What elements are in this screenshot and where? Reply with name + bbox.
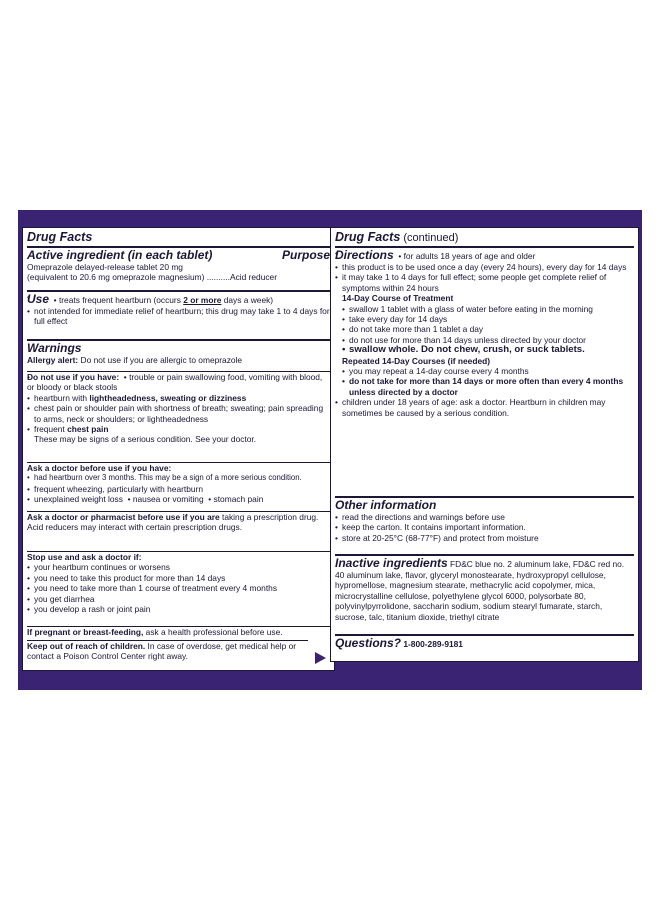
- course-heading: 14-Day Course of Treatment: [342, 293, 454, 304]
- ask-doctor-label: Ask a doctor before use if you have:: [27, 463, 172, 473]
- package-back-panel: [18, 210, 642, 690]
- use-heading: Use: [27, 292, 50, 306]
- drug-facts-header: [27, 230, 330, 244]
- do-not-use-note: These may be signs of a serious condition. See your doctor.: [34, 434, 257, 445]
- do-not-use-label: Do not use if you have:: [27, 372, 120, 382]
- use-bullet-2: • not intended for immediate relief of heartburn; this drug may take 1 to 4 days for full effect: [27, 306, 330, 327]
- use-section: • Use • treats frequent heartburn (occurs 2 or more days a week) • not intended for immediate relief of heartburn; this drug may take 1 to 4 days for full effect: [27, 290, 330, 327]
- pregnancy-section: If pregnant or breast-feeding, ask a health professional before use.: [27, 626, 330, 637]
- warnings-section: [27, 339, 330, 365]
- allergy-alert: Allergy alert: Do not use if you are allergic to omeprazole: [27, 355, 243, 365]
- ask-pharmacist-label: Ask a doctor or pharmacist before use if you are: [27, 512, 220, 522]
- inactive-ingredients-section: Inactive ingredients FD&C blue no. 2 aluminum lake, FD&C red no. 40 aluminum lake, flavor, glyceryl monostearate, hydroxypropyl cellulose, hypromellose, magnesium stearate, methacrylic acid copolymer, mica, microcrystalline cellulose, polyethylene glycol 6000, polysorbate 80, polyvinylpyrrolidone, saccharin sodium, sodium stearyl fumarate, starch, sucrose, talc, titanium dioxide, triethyl citrate: [335, 554, 634, 622]
- directions-heading: Directions: [335, 248, 394, 262]
- drug-facts-title: Drug Facts: [27, 230, 93, 244]
- questions-heading: Questions?: [335, 636, 402, 650]
- active-line-1: Omeprazole delayed-release tablet 20 mg: [27, 262, 183, 272]
- other-information-heading: Other information: [335, 498, 437, 512]
- purpose-value: Acid reducer: [229, 272, 277, 283]
- stop-use-section: Stop use and ask a doctor if: • your heartburn continues or worsens • you need to take this product for more than 14 days • you need to take more than 1 course of treatment every 4 months • you get diarrhea • you develop a rash or joint pain: [27, 551, 330, 614]
- continue-arrow-icon: [315, 652, 326, 664]
- continued-header: Drug Facts (continued): [335, 230, 459, 244]
- other-information-section: Other information • read the directions and warnings before use • keep the carton. It contains important information. • store at 20-25°C (68-77°F) and protect from moisture: [335, 496, 634, 543]
- stop-use-label: Stop use and ask a doctor if:: [27, 552, 142, 562]
- repeat-heading: Repeated 14-Day Courses (if needed): [342, 355, 491, 366]
- drug-facts-continued-title: Drug Facts: [335, 230, 401, 244]
- directions-section: • Directions • for adults 18 years of age and older • this product is to be used once a day (every 24 hours), every day for 14 days • it may take 1 to 4 days for full effect; some people get complete relief of symptoms within 24 hours 14-Day Course of Treatment • swallow 1 tablet with a glass of water before eating in the morning • take every day for 14 days • do not take more than 1 tablet a day • do not use for more than 14 days unless directed by your doctor • swallow whole. Do not chew, crush, or suck tablets. Repeated 14-Day Courses (if needed) • you may repeat a 14-day course every 4 months • do not take for more than 14 days or more often than every 4 months unless directed by a doctor • children under 18 years of age: ask a doctor. Heartburn in children may sometimes be caused by a serious condition.: [335, 246, 634, 418]
- drug-facts-panel: [22, 227, 335, 671]
- phone-number: 1-800-289-9181: [401, 639, 463, 649]
- active-ingredient-heading: Active ingredient (in each tablet): [27, 248, 213, 262]
- purpose-heading: Purpose: [281, 248, 330, 262]
- active-line-2: (equivalent to 20.6 mg omeprazole magnesium) ..........Acid reducer: [27, 272, 277, 283]
- drug-facts-continued-panel: [330, 227, 639, 662]
- inactive-ingredients-heading: Inactive ingredients: [335, 556, 448, 570]
- questions-section: [335, 634, 634, 650]
- warnings-heading: Warnings: [27, 341, 82, 355]
- keep-out-section: Keep out of reach of children. In case of overdose, get medical help or contact a Poison Control Center right away.: [27, 640, 308, 662]
- active-ingredient-section: [27, 246, 330, 283]
- ask-pharmacist-section: Ask a doctor or pharmacist before use if you are taking a prescription drug. Acid reducers may interact with certain prescription drugs.: [27, 511, 330, 533]
- ask-doctor-section: Ask a doctor before use if you have: • had heartburn over 3 months. This may be a sign of a more serious condition. • frequent wheezing, particularly with heartburn • unexplained weight loss • nausea or vomiting • stomach pain: [27, 462, 330, 505]
- do-not-use-section: • Do not use if you have: • trouble or pain swallowing food, vomiting with blood, or bloody or black stools • heartburn with lightheadedness, sweating or dizziness • chest pain or shoulder pain with shortness of breath; sweating; pain spreading to arms, neck or shoulders; or lightheadedness • frequent chest pain These may be signs of a serious condition. See your doctor.: [27, 371, 330, 445]
